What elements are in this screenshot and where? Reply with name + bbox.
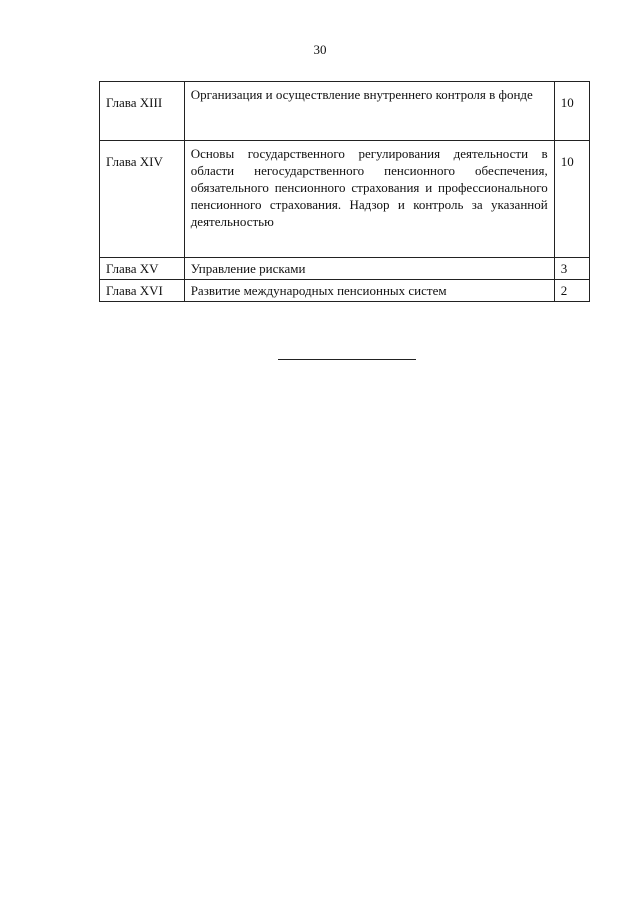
page-number: 30 [313,42,327,57]
chapter-cell: Глава XVI [100,280,185,302]
hours-cell: 2 [554,280,589,302]
chapter-title-cell: Основы государственного регулирования деятельности в области негосударственного пенсионного обеспечения, обязательного пенсионного страхования и профессионального пенсионного страхования. Надзор и контроль за указанной деятельностью [184,141,554,258]
hours-cell: 10 [554,141,589,258]
hours-cell: 3 [554,258,589,280]
chapter-title-cell: Организация и осуществление внутреннего контроля в фонде [184,82,554,141]
chapter-cell: Глава XIV [100,141,185,258]
table-row [100,82,590,141]
hours-cell: 10 [554,82,589,141]
table-row [100,141,590,258]
chapter-title-cell: Развитие международных пенсионных систем [184,280,554,302]
chapter-title-cell: Управление рисками [184,258,554,280]
chapter-cell: Глава XV [100,258,185,280]
chapter-cell: Глава XIII [100,82,185,141]
table-row [100,280,590,302]
chapters-table [99,81,590,302]
table-row [100,258,590,280]
end-of-document-rule [278,359,416,360]
